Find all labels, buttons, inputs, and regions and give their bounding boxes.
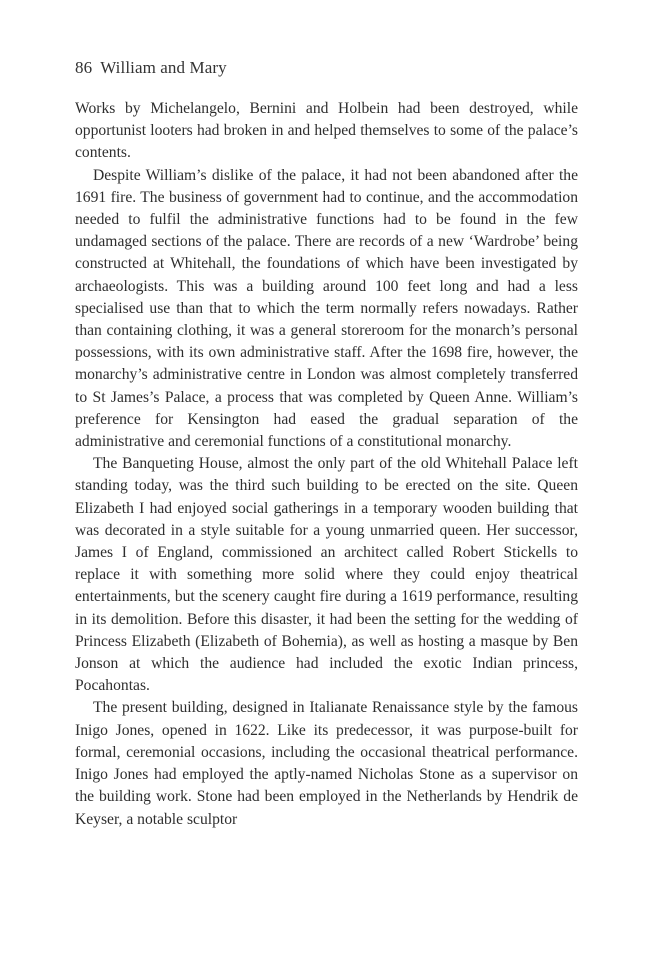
paragraph-2: Despite William’s dislike of the palace, it had not been abandoned after the 1691 fire. The business of government had to continue, and the accommodation needed to fulfil the administrative functions had to be found in the few undamaged sections of the palace. There are records of a new ‘Wardrobe’ being constructed at Whitehall, the foundations of which have been investigated by archaeologists. This was a building around 100 feet long and had a less specialised use than that to which the term normally refers nowadays. Rather than containing clothing, it was a general storeroom for the monarch’s personal possessions, with its own administrative staff. After the 1698 fire, however, the monarchy’s administrative centre in London was almost completely transferred to St James’s Palace, a process that was completed by Queen Anne. William’s preference for Kensington had eased the gradual separation of the administrative and ceremonial functions of a constitutional monarchy. [75,166,578,451]
running-head [75,58,227,78]
body-text [75,98,578,831]
paragraph-3: The Banqueting House, almost the only part of the old Whitehall Palace left standing today, was the third such building to be erected on the site. Queen Elizabeth I had enjoyed social gatherings in a temporary wooden building that was decorated in a style suitable for a young unmarried queen. Her successor, James I of England, commissioned an architect called Robert Stickells to replace it with something more solid where they could enjoy theatrical entertainments, but the scenery caught fire during a 1619 performance, resulting in its demolition. Before this disaster, it had been the setting for the wedding of Princess Elizabeth (Elizabeth of Bohemia), as well as hosting a masque by Ben Jonson at which the audience had included the exotic Indian princess, Pocahontas. [75,455,578,695]
running-title: William and Mary [100,58,227,77]
paragraph-4: The present building, designed in Italianate Renaissance style by the famous Inigo Jones, opened in 1622. Like its predecessor, it was purpose-built for formal, ceremonial occasions, including the occasional theatrical performance. Inigo Jones had employed the aptly-named Nicholas Stone as a supervisor on the building work. Stone had been employed in the Netherlands by Hendrik de Keyser, a notable sculptor [75,699,578,828]
paragraph-1: Works by Michelangelo, Bernini and Holbein had been destroyed, while opportunist looters had broken in and helped themselves to some of the palace’s contents. [75,100,578,162]
page-number: 86 [75,58,93,77]
